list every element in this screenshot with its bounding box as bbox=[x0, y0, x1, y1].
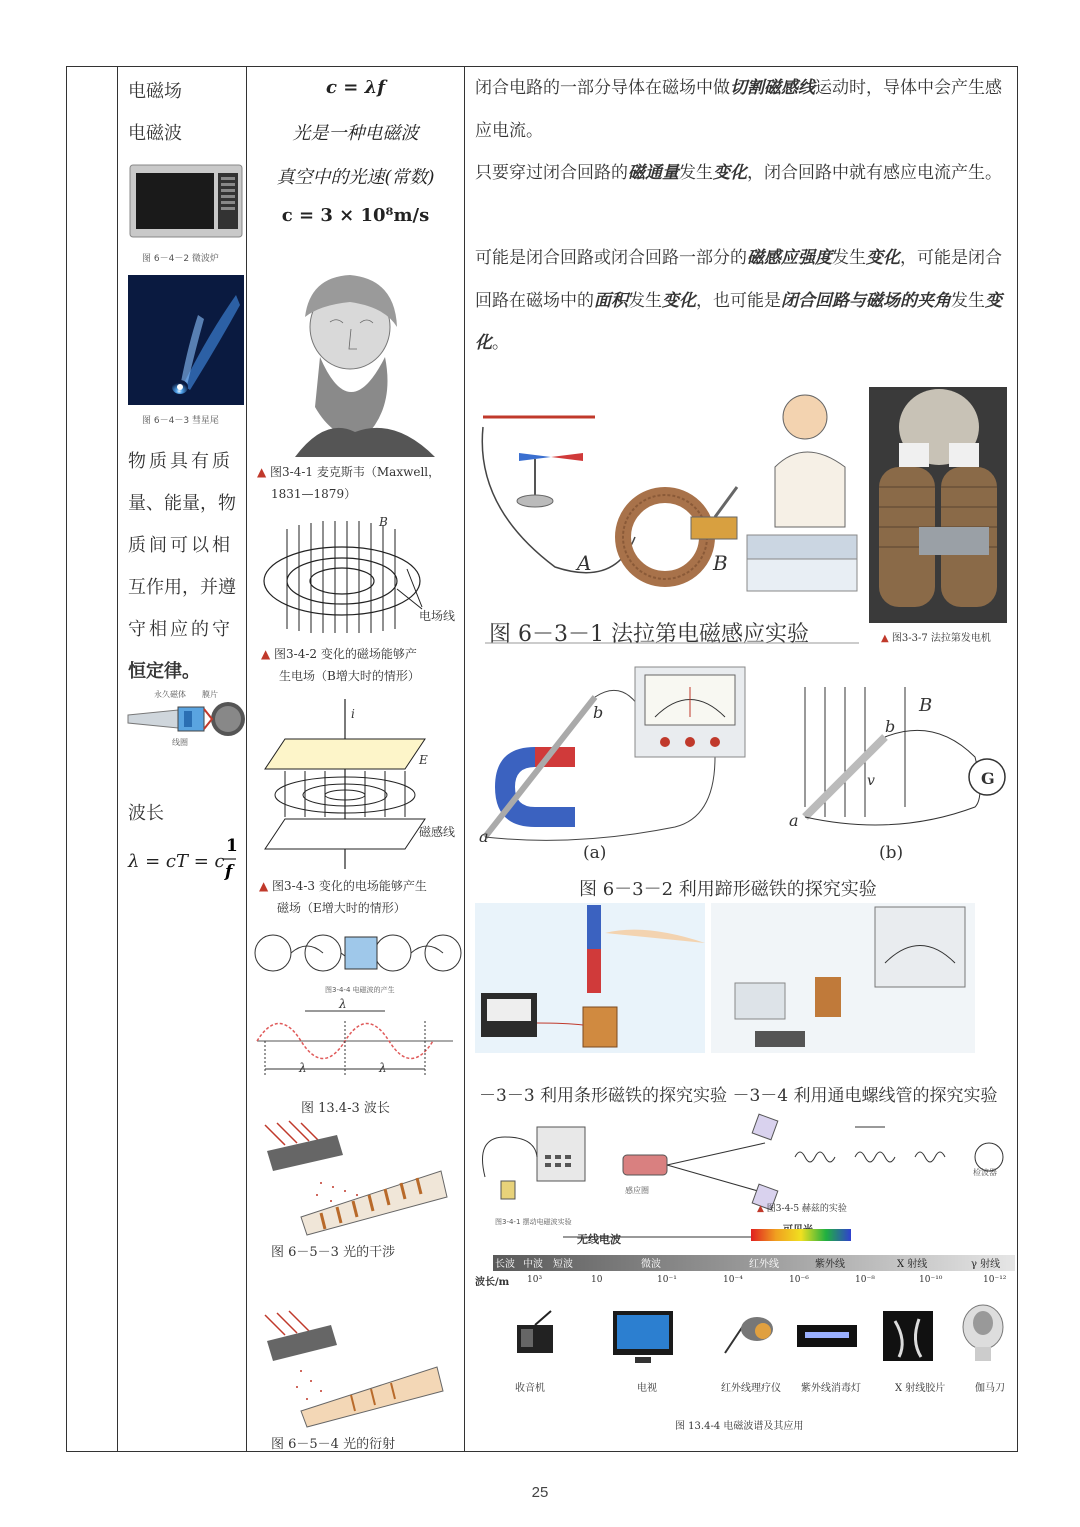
wavelength-caption: 图 13.4-3 波长 bbox=[301, 1101, 390, 1116]
comet-image bbox=[128, 275, 244, 405]
band-medium-wave: 中波 bbox=[523, 1259, 543, 1270]
tv-icon bbox=[613, 1311, 673, 1363]
faraday-experiment-image bbox=[475, 367, 861, 593]
fig343-label-i: i bbox=[351, 707, 355, 721]
content-table bbox=[66, 66, 1018, 1452]
mic-magnet-label: 永久磁体 bbox=[154, 690, 186, 699]
paragraph-flux-change: 只要穿过闭合回路的磁通量发生变化，闭合回路中就有感应电流产生。 bbox=[475, 163, 1002, 183]
lambda-label-left: λ bbox=[299, 1061, 307, 1075]
paragraph-change-causes: 可能是闭合回路或闭合回路一部分的磁感应强度发生变化，可能是闭合回路在磁场中的面积发生变化，也可能是闭合回路与磁场的夹角发生变化。 bbox=[475, 248, 1002, 353]
wavelength-diagram bbox=[255, 1001, 455, 1081]
matter-line-1: 物质具有质 bbox=[128, 451, 233, 472]
fig343-caption-2: 磁场（E增大时的情形） bbox=[277, 901, 406, 915]
xray-film-icon bbox=[883, 1311, 933, 1361]
tick-3: 10⁻⁴ bbox=[723, 1275, 743, 1285]
fig342-caption-2: 生电场（B增大时的情形） bbox=[279, 669, 420, 683]
uv-lamp-icon bbox=[797, 1325, 857, 1347]
band-long-wave: 长波 bbox=[495, 1259, 515, 1270]
faraday-caption: 图 6－3－1 法拉第电磁感应实验 bbox=[489, 622, 809, 647]
formula-c-lambda-f: c = λf bbox=[326, 77, 385, 98]
fraction-one-over-f bbox=[222, 835, 238, 885]
band-infrared: 红外线 bbox=[749, 1259, 779, 1270]
fig342-label-field-lines: 电场线 bbox=[419, 609, 456, 623]
faraday-label-a: A bbox=[577, 551, 592, 575]
changing-electric-field-diagram bbox=[255, 699, 455, 871]
fig633-634-caption: －3－3 利用条形磁铁的探究实验 －3－4 利用通电螺线管的探究实验 bbox=[479, 1086, 998, 1106]
fig342-label-b: B bbox=[379, 515, 388, 529]
band-short-wave: 短波 bbox=[553, 1259, 573, 1270]
faraday-generator-image bbox=[869, 387, 1007, 623]
faraday-label-b: B bbox=[713, 551, 728, 575]
maxwell-years: 1831—1879） bbox=[271, 487, 357, 501]
tick-6: 10⁻¹⁰ bbox=[919, 1275, 943, 1285]
paragraph-cutting-field-lines: 闭合电路的一部分导体在磁场中做切割磁感线运动时，导体中会产生感应电流。 bbox=[475, 78, 1002, 141]
page-number: 25 bbox=[531, 1484, 549, 1501]
fig343-label-b: 磁感线 bbox=[419, 825, 456, 839]
wavelength-label: 波长 bbox=[128, 803, 164, 824]
concept-em-field: 电磁场 bbox=[128, 81, 182, 102]
formula-column bbox=[247, 67, 464, 1451]
band-gamma-ray: γ 射线 bbox=[971, 1259, 1001, 1270]
app-tv: 电视 bbox=[637, 1383, 657, 1394]
tick-7: 10⁻¹² bbox=[983, 1275, 1007, 1285]
horseshoe-magnet-experiment bbox=[475, 657, 1015, 857]
fig632-sub-a: (a) bbox=[583, 843, 607, 863]
microwave-caption: 图 6－4－2 微波炉 bbox=[142, 254, 219, 264]
light-speed-constant: 真空中的光速(常数) bbox=[276, 167, 435, 188]
svg-text:f: f bbox=[225, 862, 233, 882]
fig632-label-b-right: b bbox=[885, 717, 896, 736]
band-ultraviolet: 紫外线 bbox=[815, 1259, 845, 1270]
radio-icon bbox=[517, 1311, 553, 1353]
concept-column bbox=[118, 67, 246, 1451]
detector-label: 检波器 bbox=[973, 1168, 997, 1177]
bar-magnet-and-solenoid-photos bbox=[475, 903, 975, 1053]
fig632-galvanometer-g: G bbox=[981, 769, 995, 788]
matter-line-5: 守相应的守 bbox=[128, 619, 233, 640]
fig345-caption: ▲ 图3-4-5 赫兹的实验 bbox=[757, 1204, 847, 1214]
band-microwave: 微波 bbox=[641, 1259, 661, 1270]
matter-line-4: 互作用，并遵 bbox=[128, 577, 236, 598]
app-uv-lamp: 紫外线消毒灯 bbox=[801, 1383, 861, 1394]
fig343-label-e: E bbox=[419, 753, 428, 767]
light-is-em-wave: 光是一种电磁波 bbox=[292, 123, 419, 144]
caption-underline bbox=[485, 641, 859, 645]
fig632-label-a-left: a bbox=[479, 827, 489, 846]
matter-line-6: 恒定律。 bbox=[128, 661, 200, 682]
light-interference-image bbox=[261, 1121, 451, 1235]
tick-2: 10⁻¹ bbox=[657, 1275, 677, 1285]
comet-caption: 图 6－4－3 彗星尾 bbox=[142, 416, 219, 426]
formula-light-speed: c = 3 × 10⁸m/s bbox=[281, 205, 430, 226]
fig632-caption: 图 6－3－2 利用蹄形磁铁的探究实验 bbox=[579, 879, 877, 900]
explanation-column bbox=[465, 67, 1017, 1451]
gamma-knife-icon bbox=[963, 1305, 1003, 1361]
tick-5: 10⁻⁸ bbox=[855, 1275, 875, 1285]
tick-1: 10 bbox=[591, 1275, 603, 1285]
tick-4: 10⁻⁶ bbox=[789, 1275, 809, 1285]
microphone-image bbox=[128, 699, 246, 739]
fig344-caption: 图3-4-4 电磁波的产生 bbox=[325, 986, 395, 994]
app-gamma-knife: 伽马刀 bbox=[975, 1383, 1005, 1394]
spectrum-caption: 图 13.4-4 电磁波谱及其应用 bbox=[675, 1421, 804, 1432]
band-x-ray: X 射线 bbox=[897, 1259, 928, 1270]
radio-waves-label: 无线电波 bbox=[577, 1233, 621, 1246]
fig632-label-v: v bbox=[867, 773, 875, 789]
generator-caption: ▲ 图3-3-7 法拉第发电机 bbox=[881, 633, 991, 644]
tick-0: 10³ bbox=[527, 1275, 543, 1285]
fig632-label-b-left: b bbox=[593, 703, 604, 722]
mic-coil-label: 线圈 bbox=[172, 738, 188, 747]
interference-caption: 图 6－5－3 光的干涉 bbox=[271, 1245, 396, 1260]
em-wave-generation-diagram bbox=[253, 927, 459, 979]
wavelength-axis-label: 波长/m bbox=[475, 1277, 510, 1288]
fig632-label-a-right: a bbox=[789, 811, 799, 830]
light-diffraction-image bbox=[261, 1311, 451, 1427]
fig342-caption: ▲ 图3-4-2 变化的磁场能够产 bbox=[261, 647, 417, 661]
app-radio: 收音机 bbox=[515, 1383, 545, 1394]
lambda-label-right: λ bbox=[379, 1061, 387, 1075]
concept-em-wave: 电磁波 bbox=[128, 123, 182, 144]
app-infrared-therapy: 红外线理疗仪 bbox=[721, 1383, 781, 1394]
wavelength-formula: λ = cT = c bbox=[128, 851, 225, 872]
diffraction-caption: 图 6－5－4 光的衍射 bbox=[271, 1437, 396, 1452]
lambda-label-top: λ bbox=[339, 997, 347, 1011]
mic-membrane-label: 膜片 bbox=[202, 690, 218, 699]
fig343-caption: ▲ 图3-4-3 变化的电场能够产生 bbox=[259, 879, 427, 893]
maxwell-portrait bbox=[265, 257, 445, 457]
infrared-lamp-icon bbox=[725, 1317, 773, 1353]
radio-caption: 图3-4-1 摆动电磁波实验 bbox=[495, 1218, 572, 1226]
matter-line-2: 量、能量，物 bbox=[128, 493, 236, 514]
app-xray-film: X 射线胶片 bbox=[895, 1383, 946, 1394]
fig632-label-field-b: B bbox=[919, 695, 933, 716]
hertz-experiment-image bbox=[475, 1107, 1015, 1217]
induction-coil-label: 感应圈 bbox=[625, 1186, 649, 1195]
svg-text:1: 1 bbox=[226, 836, 238, 856]
matter-line-3: 质间可以相 bbox=[128, 535, 233, 556]
fig632-sub-b: (b) bbox=[879, 843, 904, 863]
maxwell-caption: ▲ 图3-4-1 麦克斯韦（Maxwell， bbox=[257, 465, 441, 479]
microwave-image bbox=[128, 163, 244, 241]
em-application-images bbox=[475, 1301, 1015, 1371]
